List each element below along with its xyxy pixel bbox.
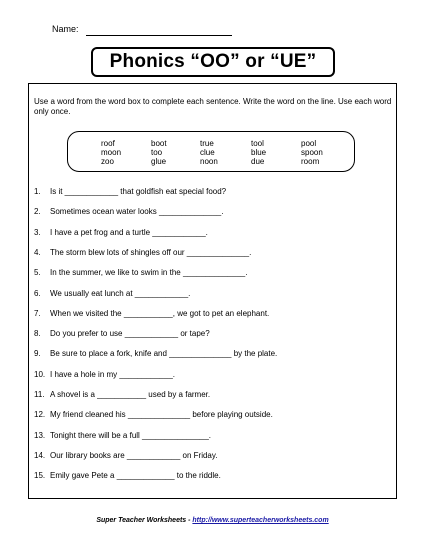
- question-text: My friend cleaned his ______________ before playing outside.: [50, 410, 273, 420]
- title-box: [91, 47, 335, 77]
- name-line: [86, 35, 232, 36]
- word-item: pool: [301, 139, 317, 148]
- question-text: Our library books are ____________ on Friday.: [50, 450, 218, 460]
- footer: [0, 517, 425, 524]
- question-text: Do you prefer to use ____________ or tape?: [50, 329, 210, 339]
- page-title: Phonics “OO” or “UE”: [109, 51, 317, 72]
- question-text: The storm blew lots of shingles off our ______________.: [50, 247, 252, 257]
- word-item: boot: [151, 139, 167, 148]
- question-number: 3.: [34, 227, 41, 237]
- question-number: 7.: [34, 308, 41, 318]
- question-text: In the summer, we like to swim in the ______________.: [50, 268, 248, 278]
- word-item: room: [301, 157, 320, 166]
- question-text: We usually eat lunch at ____________.: [50, 288, 191, 298]
- question-number: 6.: [34, 288, 41, 298]
- question-text: Tonight there will be a full _______________.: [50, 430, 212, 440]
- word-item: blue: [251, 148, 267, 157]
- question-text: Be sure to place a fork, knife and ______________ by the plate.: [50, 349, 278, 359]
- word-item: spoon: [301, 148, 323, 157]
- question-text: I have a pet frog and a turtle ____________.: [50, 227, 208, 237]
- word-item: zoo: [101, 157, 114, 166]
- question-number: 12.: [34, 410, 46, 420]
- word-item: due: [251, 157, 265, 166]
- word-item: true: [200, 139, 214, 148]
- question-number: 14.: [34, 450, 46, 460]
- word-item: clue: [200, 148, 215, 157]
- instructions: Use a word from the word box to complete each sentence. Write the word on the line. Use each word only once.: [34, 97, 392, 116]
- question-text: Emily gave Pete a _____________ to the riddle.: [50, 471, 221, 481]
- word-grid: [101, 139, 351, 166]
- word-item: too: [151, 148, 163, 157]
- word-item: roof: [101, 139, 115, 148]
- question-number: 15.: [34, 471, 46, 481]
- name-label: Name:: [52, 24, 79, 34]
- question-number: 1.: [34, 187, 41, 196]
- footer-brand: Super Teacher Worksheets -: [96, 517, 193, 524]
- word-item: tool: [251, 139, 264, 148]
- question-number: 5.: [34, 268, 41, 278]
- question-text: When we visited the ___________, we got to pet an elephant.: [50, 308, 270, 318]
- footer-link[interactable]: http://www.superteacherworksheets.com: [192, 517, 329, 524]
- question-number: 2.: [34, 207, 41, 217]
- question-number: 9.: [34, 349, 41, 359]
- question-text: Is it ____________ that goldfish eat special food?: [50, 187, 227, 196]
- question-text: Sometimes ocean water looks ______________.: [50, 207, 224, 217]
- word-item: moon: [101, 148, 122, 157]
- word-item: noon: [200, 157, 218, 166]
- question-number: 13.: [34, 430, 46, 440]
- question-text: I have a hole in my ____________.: [50, 369, 175, 379]
- word-item: glue: [151, 157, 167, 166]
- question-number: 10.: [34, 369, 46, 379]
- question-number: 4.: [34, 247, 41, 257]
- question-number: 11.: [34, 390, 45, 399]
- question-number: 8.: [34, 329, 41, 339]
- question-text: A shovel is a ___________ used by a farmer.: [50, 390, 211, 399]
